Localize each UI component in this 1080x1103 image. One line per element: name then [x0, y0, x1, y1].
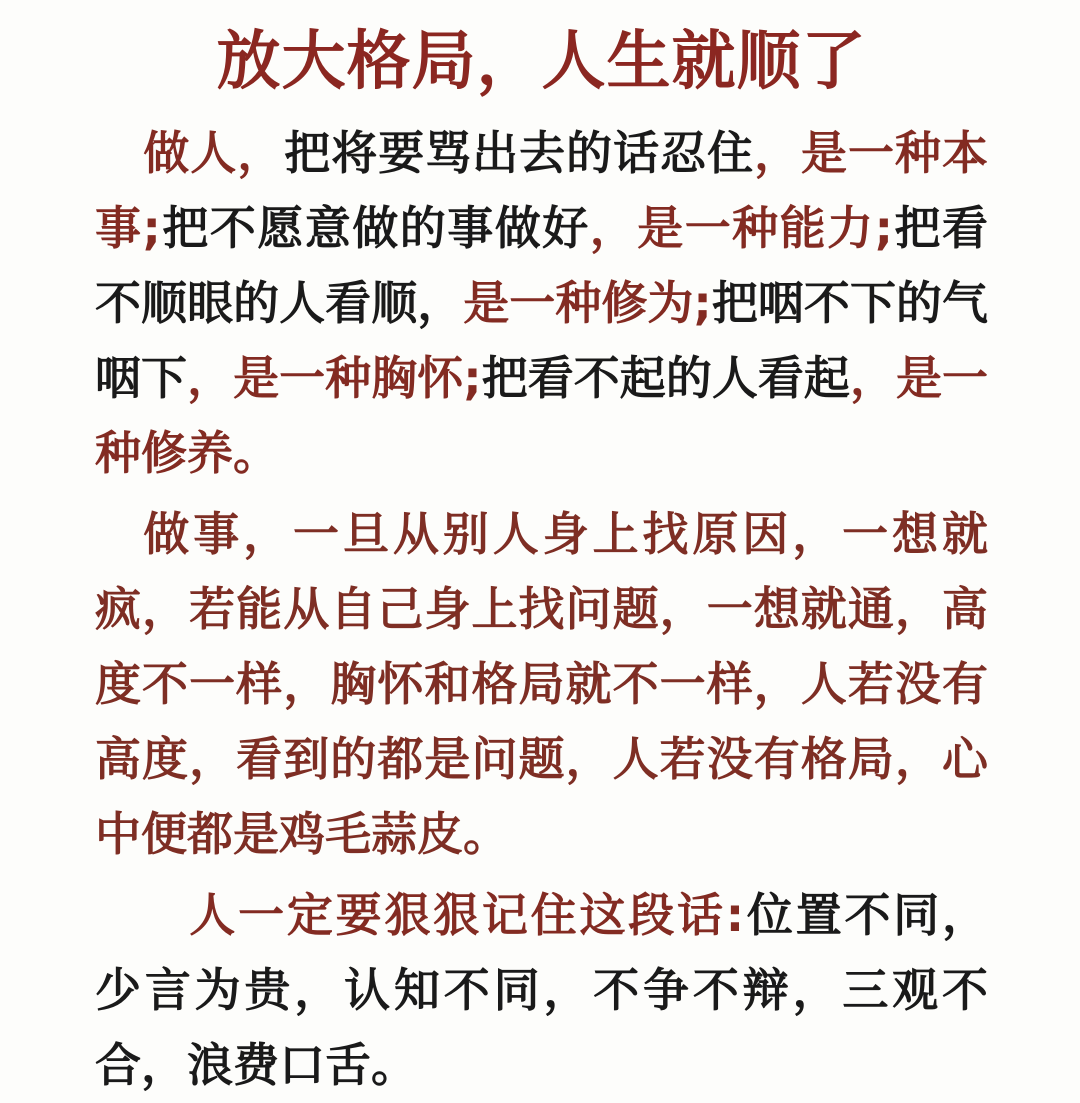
- text-segment: 把咽不下的气咽下: [95, 276, 988, 405]
- text-segment: 把看不起的人看起: [481, 351, 850, 405]
- body-paragraphs: [95, 116, 988, 1103]
- page-title: 放大格局，人生就顺了: [216, 25, 867, 99]
- text-segment: 把不愿意做的事做好: [160, 201, 590, 255]
- text-segment: 做人，: [143, 126, 285, 180]
- text-segment: ，是一种本事;: [95, 126, 989, 255]
- paragraph-jizhu: [95, 878, 988, 1103]
- text-segment: 人一定要狠狠记住这段话:: [189, 888, 745, 942]
- text-segment: 做事，一旦从别人身上找原因，一想就疯，若能从自己身上找问题，一想就通，高度不一样，胸怀和格局就不一样，人若没有高度，看到的都是问题，人若没有格局，心中便都是鸡毛蒜皮。: [95, 507, 988, 861]
- text-segment: ，是一种胸怀;: [187, 351, 482, 405]
- paragraph-zuoshi: [95, 497, 988, 872]
- text-segment: 是一种修为;: [463, 276, 712, 330]
- paragraph-zuoren: [95, 116, 988, 491]
- text-segment: ，是一种能力;: [589, 201, 894, 255]
- text-segment: ，是一种修养。: [95, 351, 988, 480]
- text-segment: 把将要骂出去的话忍住: [284, 126, 755, 180]
- text-segment: 把看不顺眼的人看顺，: [95, 201, 988, 330]
- text-segment: 位置不同，少言为贵，认知不同，不争不辩，三观不合，浪费口舌。: [95, 888, 988, 1092]
